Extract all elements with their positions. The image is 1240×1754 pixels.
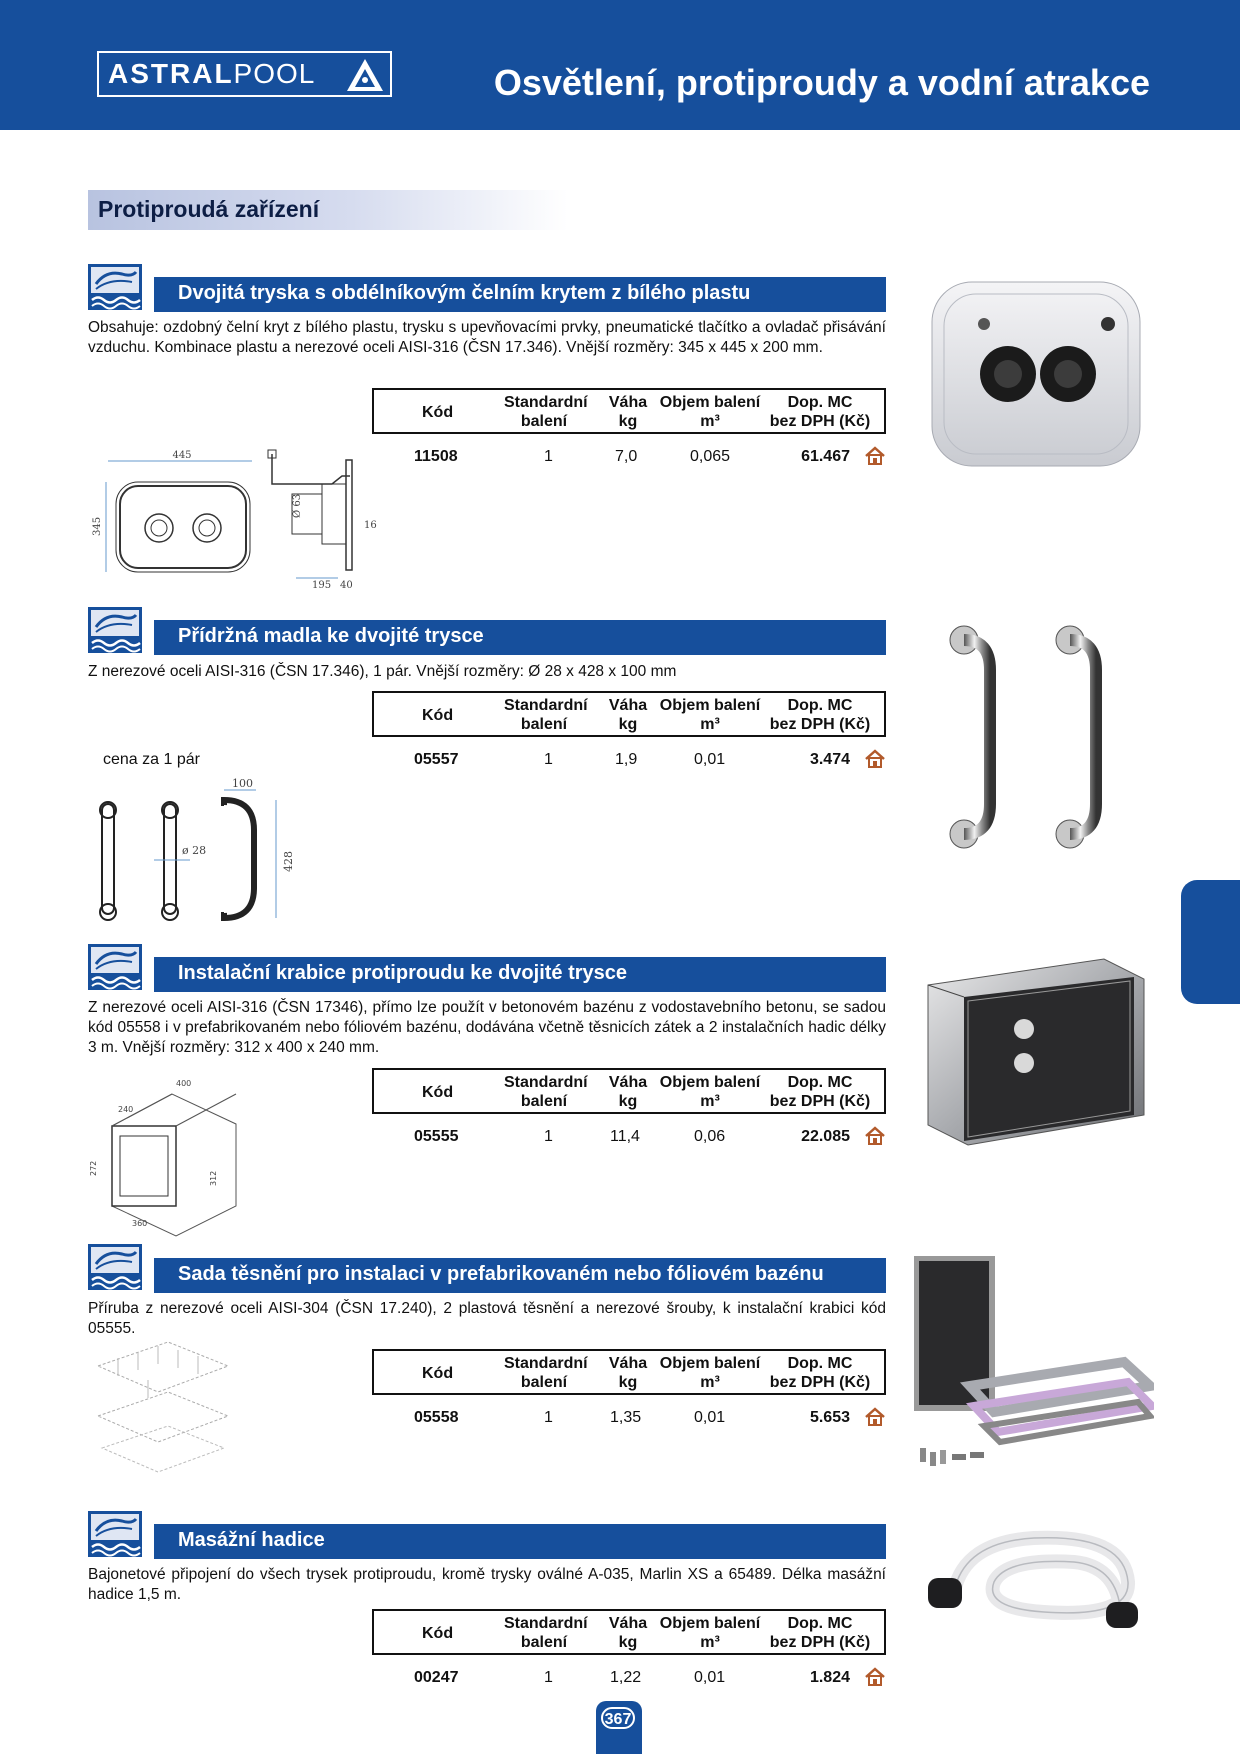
col-pack-line1: Standardní bbox=[504, 394, 588, 411]
col-volume bbox=[654, 696, 766, 734]
col-price-line1: Dop. MC bbox=[787, 1355, 853, 1372]
product-description: Z nerezové oceli AISI-316 (ČSN 17346), přímo lze použít v betonovém bazénu z vodostavebního betonu, se sadou kód 05558 i v prefabrikovaném nebo fóliovém bazénu, dodávána včetně těsnicích zátek a 2 instalačních hadic délky 3 m. Vnější rozměry: 312 x 400 x 240 mm. bbox=[88, 999, 886, 1056]
col-pack-line1: Standardní bbox=[504, 1615, 588, 1632]
col-volume-line2: m³ bbox=[700, 1093, 720, 1110]
product-volume: 0,06 bbox=[694, 1128, 726, 1145]
price-table-header bbox=[372, 691, 886, 737]
logo-brand: ASTRAL bbox=[108, 58, 234, 89]
section-banner bbox=[88, 190, 568, 230]
product-pack: 1 bbox=[544, 1669, 553, 1686]
product-title-bar bbox=[154, 1524, 886, 1559]
col-volume-line1: Objem balení bbox=[659, 1615, 761, 1632]
col-weight bbox=[604, 1354, 652, 1392]
col-pack bbox=[504, 393, 588, 431]
product-pack: 1 bbox=[544, 1409, 553, 1426]
table-row bbox=[372, 1669, 886, 1691]
col-weight-line1: Váha bbox=[608, 1074, 648, 1091]
col-volume bbox=[654, 393, 766, 431]
col-code: Kód bbox=[422, 1084, 454, 1101]
technical-drawing-seal-kit bbox=[88, 1336, 238, 1476]
logo-brand-suffix: POOL bbox=[233, 58, 316, 89]
seal-kit-photo bbox=[914, 1256, 1154, 1476]
counter-current-icon bbox=[88, 1244, 142, 1290]
section-title: Protiproudá zařízení bbox=[98, 196, 320, 222]
col-price bbox=[764, 696, 876, 734]
col-volume-line1: Objem balení bbox=[659, 394, 761, 411]
technical-drawing-handrail bbox=[96, 776, 316, 926]
product-description: Bajonetové připojení do všech trysek protiproudu, kromě trysky oválné A-035, Marlin XS a 65489. Délka masážní hadice 1,5 m. bbox=[88, 1566, 886, 1603]
col-code: Kód bbox=[422, 404, 454, 421]
table-row bbox=[372, 751, 886, 773]
product-pack: 1 bbox=[544, 448, 553, 465]
astralpool-logo bbox=[97, 51, 392, 97]
col-price-line2: bez DPH (Kč) bbox=[769, 716, 871, 733]
counter-current-icon bbox=[88, 264, 142, 310]
col-pack bbox=[504, 1614, 588, 1652]
product-description: Z nerezové oceli AISI-316 (ČSN 17.346), 1 pár. Vnější rozměry: Ø 28 x 428 x 100 mm bbox=[88, 663, 677, 680]
dim-d3: 272 bbox=[89, 1160, 98, 1176]
col-volume-line1: Objem balení bbox=[659, 1074, 761, 1091]
col-volume-line2: m³ bbox=[700, 1634, 720, 1651]
col-volume-line2: m³ bbox=[700, 716, 720, 733]
product-price: 1.824 bbox=[809, 1669, 850, 1686]
col-code: Kód bbox=[422, 1365, 454, 1382]
col-weight bbox=[604, 696, 652, 734]
col-pack-line1: Standardní bbox=[504, 1074, 588, 1091]
dim-d5: 360 bbox=[132, 1219, 148, 1228]
page-header bbox=[0, 0, 1240, 130]
page-number: 367 bbox=[601, 1707, 635, 1729]
col-pack-line1: Standardní bbox=[504, 1355, 588, 1372]
dim-height: 345 bbox=[92, 516, 103, 536]
col-volume-line2: m³ bbox=[700, 1374, 720, 1391]
price-table-header bbox=[372, 388, 886, 434]
price-table-header bbox=[372, 1068, 886, 1114]
dim-d2: 240 bbox=[118, 1105, 134, 1114]
product-volume: 0,01 bbox=[694, 1409, 726, 1426]
col-price-line2: bez DPH (Kč) bbox=[769, 1374, 871, 1391]
price-table-header bbox=[372, 1349, 886, 1395]
counter-current-icon bbox=[88, 1511, 142, 1557]
col-weight-line1: Váha bbox=[608, 1355, 648, 1372]
dim-diameter: Ø 63 bbox=[292, 493, 303, 518]
product-description: Příruba z nerezové oceli AISI-304 (ČSN 17.240), 2 plastová těsnění a nerezové šrouby, k instalační krabici kód 05555. bbox=[88, 1300, 886, 1337]
col-price-line1: Dop. MC bbox=[787, 697, 853, 714]
product-weight: 1,35 bbox=[610, 1409, 642, 1426]
product-title: Masážní hadice bbox=[178, 1529, 325, 1551]
product-title-bar bbox=[154, 1258, 886, 1293]
col-weight-line2: kg bbox=[618, 716, 638, 733]
house-icon bbox=[864, 1125, 886, 1147]
product-title: Přídržná madla ke dvojité trysce bbox=[178, 625, 484, 647]
col-price bbox=[764, 393, 876, 431]
dim-width: 445 bbox=[172, 450, 192, 461]
table-row bbox=[372, 1409, 886, 1431]
house-icon bbox=[864, 1666, 886, 1688]
massage-hose-photo bbox=[924, 1522, 1150, 1634]
handrail-photo bbox=[944, 620, 1110, 856]
house-icon bbox=[864, 1406, 886, 1428]
counter-current-icon bbox=[88, 944, 142, 990]
product-title: Instalační krabice protiproudu ke dvojité trysce bbox=[178, 962, 628, 984]
col-pack-line2: balení bbox=[520, 1093, 568, 1110]
installation-box-photo bbox=[924, 955, 1146, 1155]
col-price-line1: Dop. MC bbox=[787, 1615, 853, 1632]
col-weight bbox=[604, 1614, 652, 1652]
col-pack-line2: balení bbox=[520, 413, 568, 430]
col-price bbox=[764, 1354, 876, 1392]
col-price bbox=[764, 1073, 876, 1111]
product-title-bar bbox=[154, 277, 886, 312]
col-weight-line1: Váha bbox=[608, 697, 648, 714]
price-table-header bbox=[372, 1609, 886, 1655]
product-title-bar bbox=[154, 620, 886, 655]
col-weight-line2: kg bbox=[618, 413, 638, 430]
product-title: Dvojitá tryska s obdélníkovým čelním krytem z bílého plastu bbox=[178, 282, 751, 304]
dim-d4: 312 bbox=[209, 1170, 218, 1186]
product-code: 11508 bbox=[414, 448, 458, 465]
product-description: Obsahuje: ozdobný čelní kryt z bílého plastu, trysku s upevňovacími prvky, pneumatické tlačítko a ovladač přisávání vzduchu. Kombinace plastu a nerezové oceli AISI-316 (ČSN 17.346). Vnější rozměry: 345 x 445 x 200 mm. bbox=[88, 319, 886, 356]
col-volume bbox=[654, 1354, 766, 1392]
logo-triangle-icon bbox=[344, 56, 386, 94]
dim-c: 40 bbox=[340, 580, 353, 591]
col-price-line2: bez DPH (Kč) bbox=[769, 413, 871, 430]
dim-length: 428 bbox=[282, 851, 295, 872]
col-weight bbox=[604, 393, 652, 431]
col-pack bbox=[504, 696, 588, 734]
col-weight-line2: kg bbox=[618, 1374, 638, 1391]
house-icon bbox=[864, 748, 886, 770]
product-code: 05558 bbox=[414, 1409, 459, 1426]
product-code: 00247 bbox=[414, 1669, 459, 1686]
col-price-line1: Dop. MC bbox=[787, 394, 853, 411]
col-price-line1: Dop. MC bbox=[787, 1074, 853, 1091]
col-price-line2: bez DPH (Kč) bbox=[769, 1634, 871, 1651]
col-volume bbox=[654, 1073, 766, 1111]
table-row bbox=[372, 1128, 886, 1150]
product-title-bar bbox=[154, 957, 886, 992]
price-note: cena za 1 pár bbox=[103, 751, 200, 768]
dim-b: 195 bbox=[312, 580, 332, 591]
product-weight: 1,9 bbox=[615, 751, 638, 768]
dim-a: 16 bbox=[364, 520, 377, 531]
jet-photo bbox=[928, 278, 1144, 470]
product-price: 5.653 bbox=[809, 1409, 850, 1426]
product-volume: 0,065 bbox=[690, 448, 731, 465]
col-volume-line1: Objem balení bbox=[659, 1355, 761, 1372]
product-price: 61.467 bbox=[801, 448, 850, 465]
table-row bbox=[372, 448, 886, 470]
product-price: 3.474 bbox=[809, 751, 850, 768]
col-pack-line1: Standardní bbox=[504, 697, 588, 714]
col-code: Kód bbox=[422, 707, 454, 724]
col-pack bbox=[504, 1073, 588, 1111]
col-volume-line2: m³ bbox=[700, 413, 720, 430]
product-code: 05555 bbox=[414, 1128, 459, 1145]
page-title: Osvětlení, protiproudy a vodní atrakce bbox=[493, 62, 1150, 103]
dim-diameter: ø 28 bbox=[182, 844, 207, 857]
product-weight: 7,0 bbox=[615, 448, 638, 465]
counter-current-icon bbox=[88, 607, 142, 653]
col-price bbox=[764, 1614, 876, 1652]
dim-d1: 400 bbox=[176, 1079, 192, 1088]
product-pack: 1 bbox=[544, 1128, 553, 1145]
house-icon bbox=[864, 445, 886, 467]
technical-drawing-jet bbox=[92, 446, 432, 596]
col-volume bbox=[654, 1614, 766, 1652]
col-code: Kód bbox=[422, 1625, 454, 1642]
col-weight-line2: kg bbox=[618, 1634, 638, 1651]
dim-depth: 100 bbox=[232, 777, 253, 790]
col-weight-line1: Váha bbox=[608, 394, 648, 411]
product-code: 05557 bbox=[414, 751, 459, 768]
col-pack-line2: balení bbox=[520, 1374, 568, 1391]
col-weight bbox=[604, 1073, 652, 1111]
product-weight: 1,22 bbox=[610, 1669, 642, 1686]
col-weight-line1: Váha bbox=[608, 1615, 648, 1632]
col-volume-line1: Objem balení bbox=[659, 697, 761, 714]
page-number-tab bbox=[596, 1701, 642, 1754]
col-pack-line2: balení bbox=[520, 716, 568, 733]
col-pack bbox=[504, 1354, 588, 1392]
col-weight-line2: kg bbox=[618, 1093, 638, 1110]
col-pack-line2: balení bbox=[520, 1634, 568, 1651]
product-price: 22.085 bbox=[801, 1128, 850, 1145]
technical-drawing-box bbox=[88, 1066, 248, 1246]
product-volume: 0,01 bbox=[694, 751, 726, 768]
product-volume: 0,01 bbox=[694, 1669, 726, 1686]
product-pack: 1 bbox=[544, 751, 553, 768]
product-title: Sada těsnění pro instalaci v prefabrikovaném nebo fóliovém bazénu bbox=[178, 1263, 824, 1285]
product-weight: 11,4 bbox=[610, 1128, 640, 1145]
chapter-side-tab bbox=[1181, 880, 1240, 1004]
col-price-line2: bez DPH (Kč) bbox=[769, 1093, 871, 1110]
